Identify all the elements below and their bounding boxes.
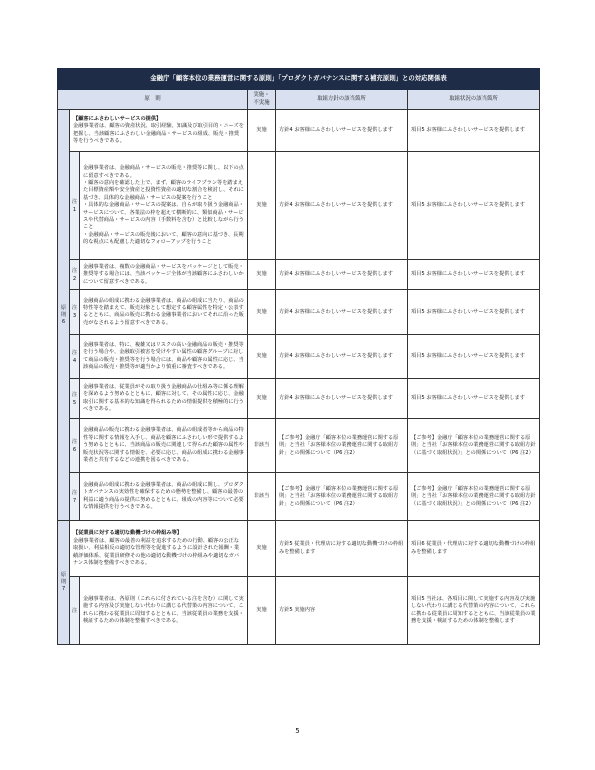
table-title: 金融庁「顧客本位の業務運営に関する原則」「プロダクトガバナンスに関する補充原則」との対応関係表: [58, 69, 540, 90]
principle-body: 金融事業者は、顧客の資産状況、取引経験、知識及び取引目的・ニーズを把握し、当該顧客にふさわしい金融商品・サービスの組成、販売・推奨等を行うべきである。: [73, 123, 244, 145]
principle-heading: 【従業員に対する適切な動機づけの枠組み等】: [73, 530, 182, 537]
status-cell: 非該当: [248, 473, 276, 521]
status-cell: 実施: [248, 110, 276, 152]
table-row: [58, 521, 540, 577]
principle-body: 金融商品の組成に携わる金融事業者は、商品の組成に当たり、商品の特性等を踏まえて、販売対象として想定する顧客属性を特定・公表するとともに、商品の販売に携わる金融事業者においてそれに沿った販売がなされるよう留意すべきである。: [80, 290, 248, 335]
principle-body: 金融商品の販売に携わる金融事業者は、商品の組成者等から商品の特性等に関する情報を入手し、商品を顧客にふさわしい形で提供するよう努めるとともに、当該商品の販売に関連して得られた顧客の属性や販売状況等に関する情報を、必要に応じ、商品の組成に携わる金融事業者と共有するなどの連携を図るべきである。: [80, 419, 248, 473]
status-cell: 実施: [248, 335, 276, 379]
report-cell: 【ご参考】金融庁「顧客本位の業務運営に関する原則」と当社「お客様本位の業務運営に関する取組方針（に基づく取組状況）」との関係について（P6 注2）: [408, 473, 540, 521]
status-cell: 実施: [248, 152, 276, 260]
document-page: [57, 68, 539, 645]
status-cell: 実施: [248, 260, 276, 290]
page-number: 5: [295, 727, 300, 735]
report-cell: 項目5 お客様にふさわしいサービスを提供します: [408, 260, 540, 290]
policy-cell: 方針4 お客様にふさわしいサービスを提供します: [276, 290, 408, 335]
status-cell: 実施: [248, 379, 276, 419]
header-principle: 原 則: [58, 90, 248, 110]
policy-cell: 方針5 実施内容: [276, 577, 408, 645]
policy-cell: 方針5 従業員・代理店に対する適切な動機づけの枠組みを整備します: [276, 521, 408, 577]
correspondence-table: [57, 68, 540, 645]
policy-cell: 方針4 お客様にふさわしいサービスを提供します: [276, 260, 408, 290]
header-status: 実施・不実施: [248, 90, 276, 110]
policy-cell: 方針4 お客様にふさわしいサービスを提供します: [276, 152, 408, 260]
note-label: 注6: [70, 419, 80, 473]
status-cell: 実施: [248, 577, 276, 645]
principle-body: 金融事業者は、従業員がその取り扱う金融商品の仕組み等に係る理解を深めるよう努めるとともに、顧客に対して、その属性に応じ、金融取引に関する基本的な知識を得られるための情報提供を積極的に行うべきである。: [80, 379, 248, 419]
table-row: [58, 152, 540, 260]
table-row: [58, 335, 540, 379]
policy-cell: 方針4 お客様にふさわしいサービスを提供します: [276, 379, 408, 419]
principle-heading: 【顧客にふさわしいサービスの提供】: [73, 116, 162, 123]
note-label: 注4: [70, 335, 80, 379]
report-cell: 項目5 お客様にふさわしいサービスを提供します: [408, 290, 540, 335]
table-row: [58, 577, 540, 645]
table-row: [58, 290, 540, 335]
principle-text: [70, 110, 248, 152]
note-label: 注2: [70, 260, 80, 290]
principle-body: 金融事業者は、金融商品・サービスの販売・推奨等に関し、以下の点に留意すべきである。 ・顧客の意向を確認した上で、まず、顧客のライフプラン等を踏まえた目標資産額や安全資産と投資性資産の適切な割合を検討し、それに基づき、具体的な金融商品・サービスの提案を行うこと ・具体的な金融商品・サービスの提案は、自らが取り扱う金融商品・サービスについて、各業法の枠を超えて横断的に、類似商品・サービスや代替商品・サービスの内容（手数料を含む）と比較しながら行うこと ・金融商品・サービスの販売後において、顧客の意向に基づき、長期的な視点にも配慮した適切なフォローアップを行うこと: [80, 152, 248, 260]
table-row: [58, 110, 540, 152]
group-label-7: 原則7: [58, 521, 70, 645]
status-cell: 非該当: [248, 419, 276, 473]
policy-cell: 方針4 お客様にふさわしいサービスを提供します: [276, 335, 408, 379]
principle-body: 金融事業者は、顧客の最善の利益を追求するための行動、顧客の公正な取扱い、利益相反の適切な管理等を促進するように設計された報酬・業績評価体系、従業員研修その他の適切な動機づけの枠組みや適切なガバナンス体制を整備すべきである。: [73, 537, 240, 566]
principle-body: 金融事業者は、各原則（これらに付されている注を含む）に関して実施する内容及び実施しない代わりに講じる代替策の内容について、これらに携わる従業員に周知するとともに、当該従業員の業務を支援・検証するための体制を整備すべきである。: [80, 577, 248, 645]
policy-cell: 【ご参考】金融庁「顧客本位の業務運営に関する原則」と当社「お客様本位の業務運営に関する取組方針」との関係について（P6 注2）: [276, 473, 408, 521]
note-label: 注5: [70, 379, 80, 419]
report-cell: 項目5 お客様にふさわしいサービスを提供します: [408, 379, 540, 419]
principle-body: 金融事業者は、複数の金融商品・サービスをパッケージとして販売・推奨等する場合には、当該パッケージ全体が当該顧客にふさわしいかについて留意すべきである。: [80, 260, 248, 290]
table-row: [58, 473, 540, 521]
principle-text: [70, 521, 248, 577]
policy-cell: 方針4 お客様にふさわしいサービスを提供します: [276, 110, 408, 152]
note-label: 注1: [70, 152, 80, 260]
group-label-6: 原則6: [58, 110, 70, 521]
policy-cell: 【ご参考】金融庁「顧客本位の業務運営に関する原則」と当社「お客様本位の業務運営に関する取組方針」との関係について（P6 注2）: [276, 419, 408, 473]
status-cell: 実施: [248, 290, 276, 335]
header-policy: 取組方針の該当箇所: [276, 90, 408, 110]
principle-body: 金融商品の組成に携わる金融事業者は、商品の組成に関し、プロダクトガバナンスの実効性を確保するための態勢を整備し、顧客の最善の利益に適う商品の提供に努めるとともに、組成の内容等について必要な情報提供を行うべきである。: [80, 473, 248, 521]
report-cell: 項目5 当社は、各項目に関して実施する内容及び実施しない代わりに講じる代替策の内容について、これらに携わる従業員に周知するとともに、当該従業員の業務を支援・検証するための体制を整備します: [408, 577, 540, 645]
note-label: 注3: [70, 290, 80, 335]
report-cell: 項目5 お客様にふさわしいサービスを提供します: [408, 335, 540, 379]
table-row: [58, 419, 540, 473]
table-row: [58, 260, 540, 290]
report-cell: 項目5 お客様にふさわしいサービスを提供します: [408, 110, 540, 152]
table-row: [58, 379, 540, 419]
header-row: [58, 90, 540, 110]
report-cell: 【ご参考】金融庁「顧客本位の業務運営に関する原則」と当社「お客様本位の業務運営に関する取組方針（に基づく取組状況）」との関係について（P6 注2）: [408, 419, 540, 473]
report-cell: 項目6 従業員・代理店に対する適切な動機づけの枠組みを整備します: [408, 521, 540, 577]
note-label: 注: [70, 577, 80, 645]
note-label: 注7: [70, 473, 80, 521]
principle-body: 金融事業者は、特に、複雑又はリスクの高い金融商品の販売・推奨等を行う場合や、金融取引被害を受けやすい属性の顧客グループに対して商品の販売・推奨等を行う場合には、商品や顧客の属性に応じ、当該商品の販売・推奨等が適当かより慎重に審査すべきである。: [80, 335, 248, 379]
status-cell: 実施: [248, 521, 276, 577]
header-report: 取組状況の該当箇所: [408, 90, 540, 110]
report-cell: 項目5 お客様にふさわしいサービスを提供します: [408, 152, 540, 260]
